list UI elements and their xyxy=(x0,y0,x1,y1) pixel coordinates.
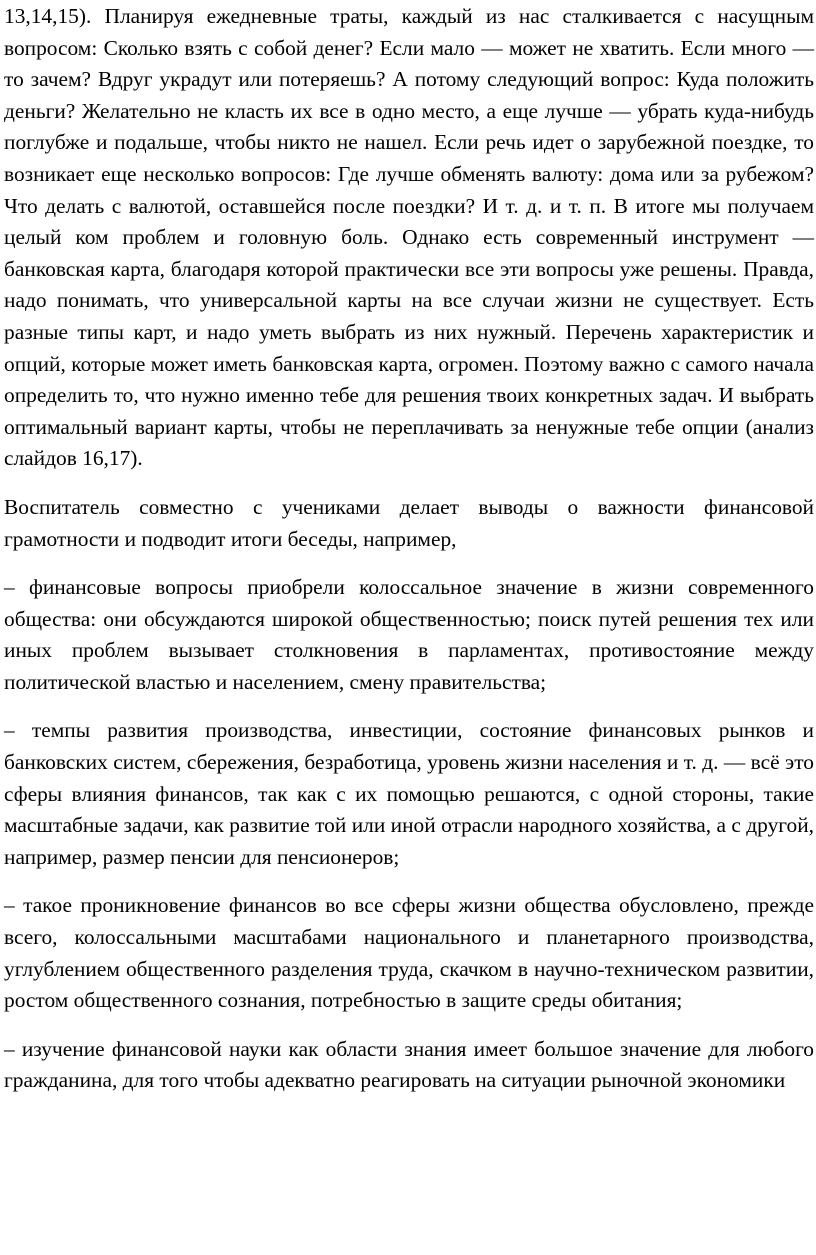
paragraph-cards-intro: 13,14,15). Планируя ежедневные траты, каждый из нас сталкивается с насущным вопросом: Сколько взять с собой денег? Если мало — может не хватить. Если много — то зачем? Вдруг украдут или потеряешь? А потому следующий вопрос: Куда положить деньги? Желательно не класть их все в одно место, а еще лучше — убрать куда-нибудь поглубже и подальше, чтобы никто не нашел. Если речь идет о зарубежной поездке, то возникает еще несколько вопросов: Где лучше обменять валюту: дома или за рубежом? Что делать с валютой, оставшейся после поездки? И т. д. и т. п. В итоге мы получаем целый ком проблем и головную боль. Однако есть современный инструмент — банковская карта, благодаря которой практически все эти вопросы уже решены. Правда, надо понимать, что универсальной карты на все случаи жизни не существует. Есть разные типы карт, и надо уметь выбрать из них нужный. Перечень характеристик и опций, которые может иметь банковская карта, огромен. Поэтому важно с самого начала определить то, что нужно именно тебе для решения твоих конкретных задач. И выбрать оптимальный вариант карты, чтобы не переплачивать за ненужные тебе опции (анализ слайдов 16,17). xyxy=(4,4,814,471)
list-item-finance-spheres: – темпы развития производства, инвестиции, состояние финансовых рынков и банковских систем, сбережения, безработица, уровень жизни населения и т. д. — всё это сферы влияния финансов, так как с их помощью решаются, с одной стороны, такие масштабные задачи, как развитие той или иной отрасли народного хозяйства, а с другой, например, размер пенсии для пенсионеров; xyxy=(4,718,814,869)
list-item-finance-study: – изучение финансовой науки как области знания имеет большое значение для любого гражданина, для того чтобы адекватно реагировать на ситуации рыночной экономики xyxy=(4,1036,814,1093)
list-item-finance-penetration: – такое проникновение финансов во все сферы жизни общества обусловлено, прежде всего, колоссальными масштабами национального и планетарного производства, углублением общественного разделения труда, скачком в научно-техническом развитии, ростом общественного сознания, потребностью в защите среды обитания; xyxy=(4,893,814,1013)
paragraph-summary-lead: Воспитатель совместно с учениками делает выводы о важности финансовой грамотности и подводит итоги беседы, например, xyxy=(4,494,814,551)
document-page xyxy=(4,0,814,1097)
list-item-finance-importance: – финансовые вопросы приобрели колоссальное значение в жизни современного общества: они обсуждаются широкой общественностью; поиск путей решения тех или иных проблем вызывает столкновения в парламентах, противостояние между политической властью и населением, смену правительства; xyxy=(4,575,814,694)
